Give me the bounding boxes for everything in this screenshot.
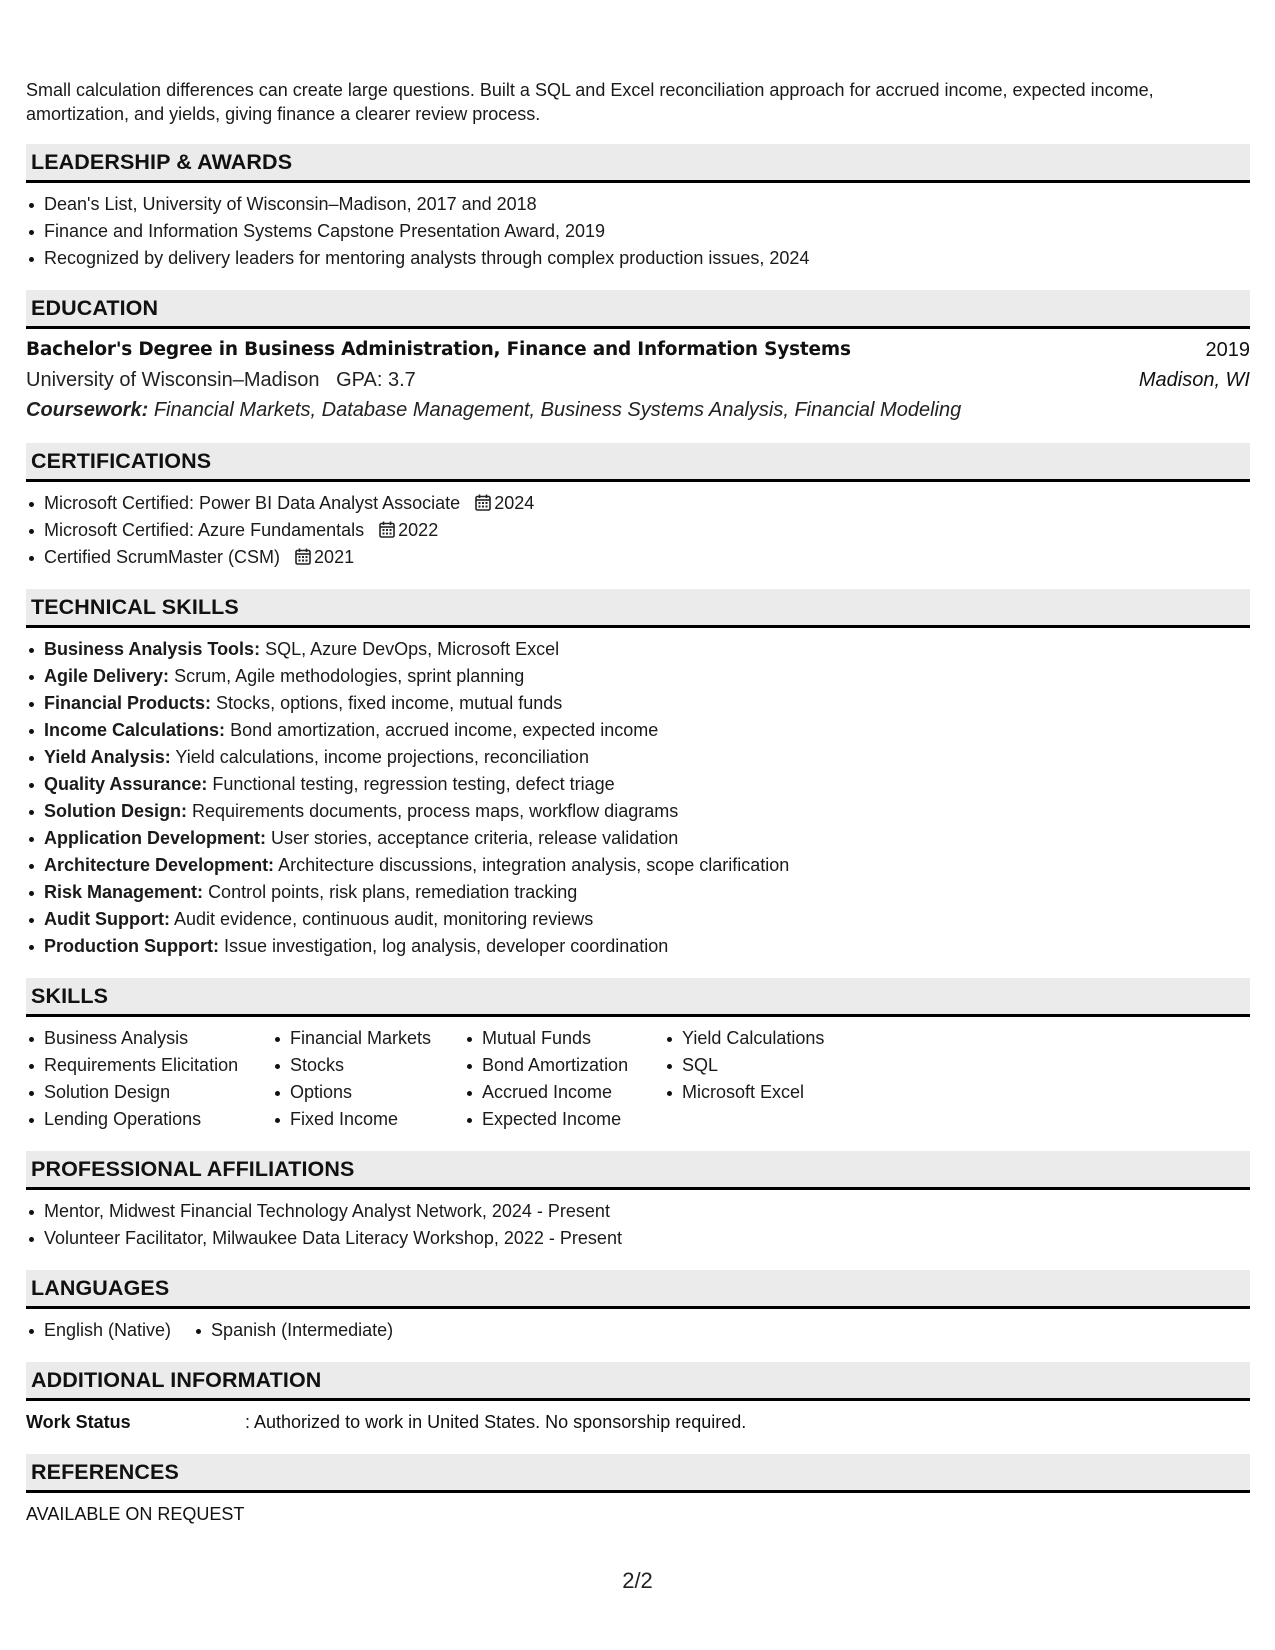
section-technical-skills	[26, 589, 1250, 960]
skill-label: Income Calculations:	[44, 720, 226, 740]
affiliations-list	[26, 1198, 1250, 1252]
skill-label: Audit Support:	[44, 909, 170, 929]
leadership-list	[26, 191, 1250, 272]
list-item: Solution Design	[26, 1079, 272, 1106]
section-heading: REFERENCES	[26, 1454, 1250, 1493]
list-item	[26, 490, 1250, 517]
skill-value: Issue investigation, log analysis, developer coordination	[224, 936, 669, 956]
skill-label: Risk Management:	[44, 882, 204, 902]
skill-value: Scrum, Agile methodologies, sprint planning	[174, 666, 525, 686]
certifications-list	[26, 490, 1250, 571]
coursework-label: Coursework:	[26, 399, 149, 421]
section-skills	[26, 978, 1250, 1133]
gpa: GPA: 3.7	[336, 369, 416, 391]
list-item: Volunteer Facilitator, Milwaukee Data Literacy Workshop, 2022 - Present	[26, 1225, 1250, 1252]
list-item: Expected Income	[464, 1106, 664, 1133]
skill-value: Yield calculations, income projections, reconciliation	[175, 747, 589, 767]
list-item	[26, 771, 1250, 798]
skill-value: Functional testing, regression testing, defect triage	[212, 774, 615, 794]
section-affiliations	[26, 1151, 1250, 1252]
list-item	[26, 690, 1250, 717]
calendar-icon	[295, 548, 311, 565]
list-item: Fixed Income	[272, 1106, 464, 1133]
skill-label: Yield Analysis:	[44, 747, 171, 767]
technical-skills-list	[26, 636, 1250, 960]
list-item: Requirements Elicitation	[26, 1052, 272, 1079]
calendar-icon	[379, 521, 395, 538]
resume-page	[26, 78, 1250, 1528]
section-heading: LANGUAGES	[26, 1270, 1250, 1309]
degree-title: Bachelor's Degree in Business Administration, Finance and Information Systems	[26, 339, 851, 360]
work-status-value: : Authorized to work in United States. No sponsorship required.	[245, 1412, 747, 1432]
skill-value: Control points, risk plans, remediation tracking	[208, 882, 578, 902]
list-item	[26, 517, 1250, 544]
list-item: Lending Operations	[26, 1106, 272, 1133]
skill-label: Architecture Development:	[44, 855, 275, 875]
skill-label: Business Analysis Tools:	[44, 639, 261, 659]
section-heading: TECHNICAL SKILLS	[26, 589, 1250, 628]
list-item	[26, 906, 1250, 933]
skill-value: Audit evidence, continuous audit, monitoring reviews	[173, 909, 594, 929]
intro-paragraph: Small calculation differences can create large questions. Built a SQL and Excel reconciliation approach for accrued income, expected income, amortization, and yields, giving finance a clearer review process.	[26, 80, 1154, 124]
list-item	[26, 636, 1250, 663]
section-heading: SKILLS	[26, 978, 1250, 1017]
section-certifications	[26, 443, 1250, 571]
skill-label: Production Support:	[44, 936, 219, 956]
list-item: Financial Markets	[272, 1025, 464, 1052]
work-status-row	[26, 1409, 1250, 1436]
list-item: Recognized by delivery leaders for mentoring analysts through complex production issues, 2024	[26, 245, 1250, 272]
list-item	[26, 879, 1250, 906]
list-item: Options	[272, 1079, 464, 1106]
coursework-list: Financial Markets, Database Management, Business Systems Analysis, Financial Modeling	[153, 399, 962, 421]
skill-value: Stocks, options, fixed income, mutual funds	[216, 693, 563, 713]
list-item: SQL	[664, 1052, 884, 1079]
list-item: Dean's List, University of Wisconsin–Madison, 2017 and 2018	[26, 191, 1250, 218]
list-item: Microsoft Excel	[664, 1079, 884, 1106]
skill-value: Requirements documents, process maps, workflow diagrams	[192, 801, 679, 821]
cert-name: Certified ScrumMaster (CSM)	[44, 547, 281, 567]
cert-name: Microsoft Certified: Power BI Data Analyst Associate	[44, 493, 461, 513]
references-text: AVAILABLE ON REQUEST	[26, 1504, 245, 1524]
list-item: Finance and Information Systems Capstone Presentation Award, 2019	[26, 218, 1250, 245]
list-item: Business Analysis	[26, 1025, 272, 1052]
cert-name: Microsoft Certified: Azure Fundamentals	[44, 520, 365, 540]
page-number: 2/2	[622, 1568, 653, 1593]
skill-label: Agile Delivery:	[44, 666, 170, 686]
skills-column	[26, 1025, 272, 1133]
list-item: Accrued Income	[464, 1079, 664, 1106]
skill-label: Solution Design:	[44, 801, 187, 821]
skill-value: Architecture discussions, integration analysis, scope clarification	[278, 855, 790, 875]
section-heading: LEADERSHIP & AWARDS	[26, 144, 1250, 183]
list-item	[26, 798, 1250, 825]
cert-year: 2024	[494, 493, 535, 513]
languages-list	[26, 1317, 1250, 1344]
list-item	[26, 933, 1250, 960]
list-item	[26, 744, 1250, 771]
section-languages	[26, 1270, 1250, 1344]
list-item	[26, 663, 1250, 690]
list-item: English (Native)	[26, 1317, 171, 1344]
section-references	[26, 1454, 1250, 1528]
section-heading: PROFESSIONAL AFFILIATIONS	[26, 1151, 1250, 1190]
cert-year: 2022	[398, 520, 439, 540]
calendar-icon	[475, 494, 491, 511]
list-item	[26, 825, 1250, 852]
skill-value: Bond amortization, accrued income, expected income	[230, 720, 659, 740]
list-item: Yield Calculations	[664, 1025, 884, 1052]
cert-year: 2021	[314, 547, 355, 567]
list-item	[26, 544, 1250, 571]
list-item: Stocks	[272, 1052, 464, 1079]
skills-column	[464, 1025, 664, 1133]
section-heading: EDUCATION	[26, 290, 1250, 329]
list-item: Mentor, Midwest Financial Technology Analyst Network, 2024 - Present	[26, 1198, 1250, 1225]
skills-grid	[26, 1025, 1250, 1133]
list-item: Mutual Funds	[464, 1025, 664, 1052]
graduation-year: 2019	[1205, 339, 1250, 361]
section-additional-info	[26, 1362, 1250, 1436]
school-location: Madison, WI	[1138, 369, 1250, 391]
skills-column	[664, 1025, 884, 1133]
section-heading: ADDITIONAL INFORMATION	[26, 1362, 1250, 1401]
skill-value: User stories, acceptance criteria, release validation	[271, 828, 679, 848]
coursework	[26, 395, 1250, 425]
skills-column	[272, 1025, 464, 1133]
skill-label: Quality Assurance:	[44, 774, 208, 794]
skill-label: Application Development:	[44, 828, 267, 848]
section-leadership	[26, 144, 1250, 272]
skill-label: Financial Products:	[44, 693, 212, 713]
school-name: University of Wisconsin–Madison	[26, 369, 320, 391]
list-item	[26, 717, 1250, 744]
list-item	[26, 852, 1250, 879]
list-item: Spanish (Intermediate)	[193, 1317, 393, 1344]
skill-value: SQL, Azure DevOps, Microsoft Excel	[265, 639, 560, 659]
section-heading: CERTIFICATIONS	[26, 443, 1250, 482]
work-status-label: Work Status	[26, 1412, 131, 1432]
section-education	[26, 290, 1250, 425]
list-item: Bond Amortization	[464, 1052, 664, 1079]
